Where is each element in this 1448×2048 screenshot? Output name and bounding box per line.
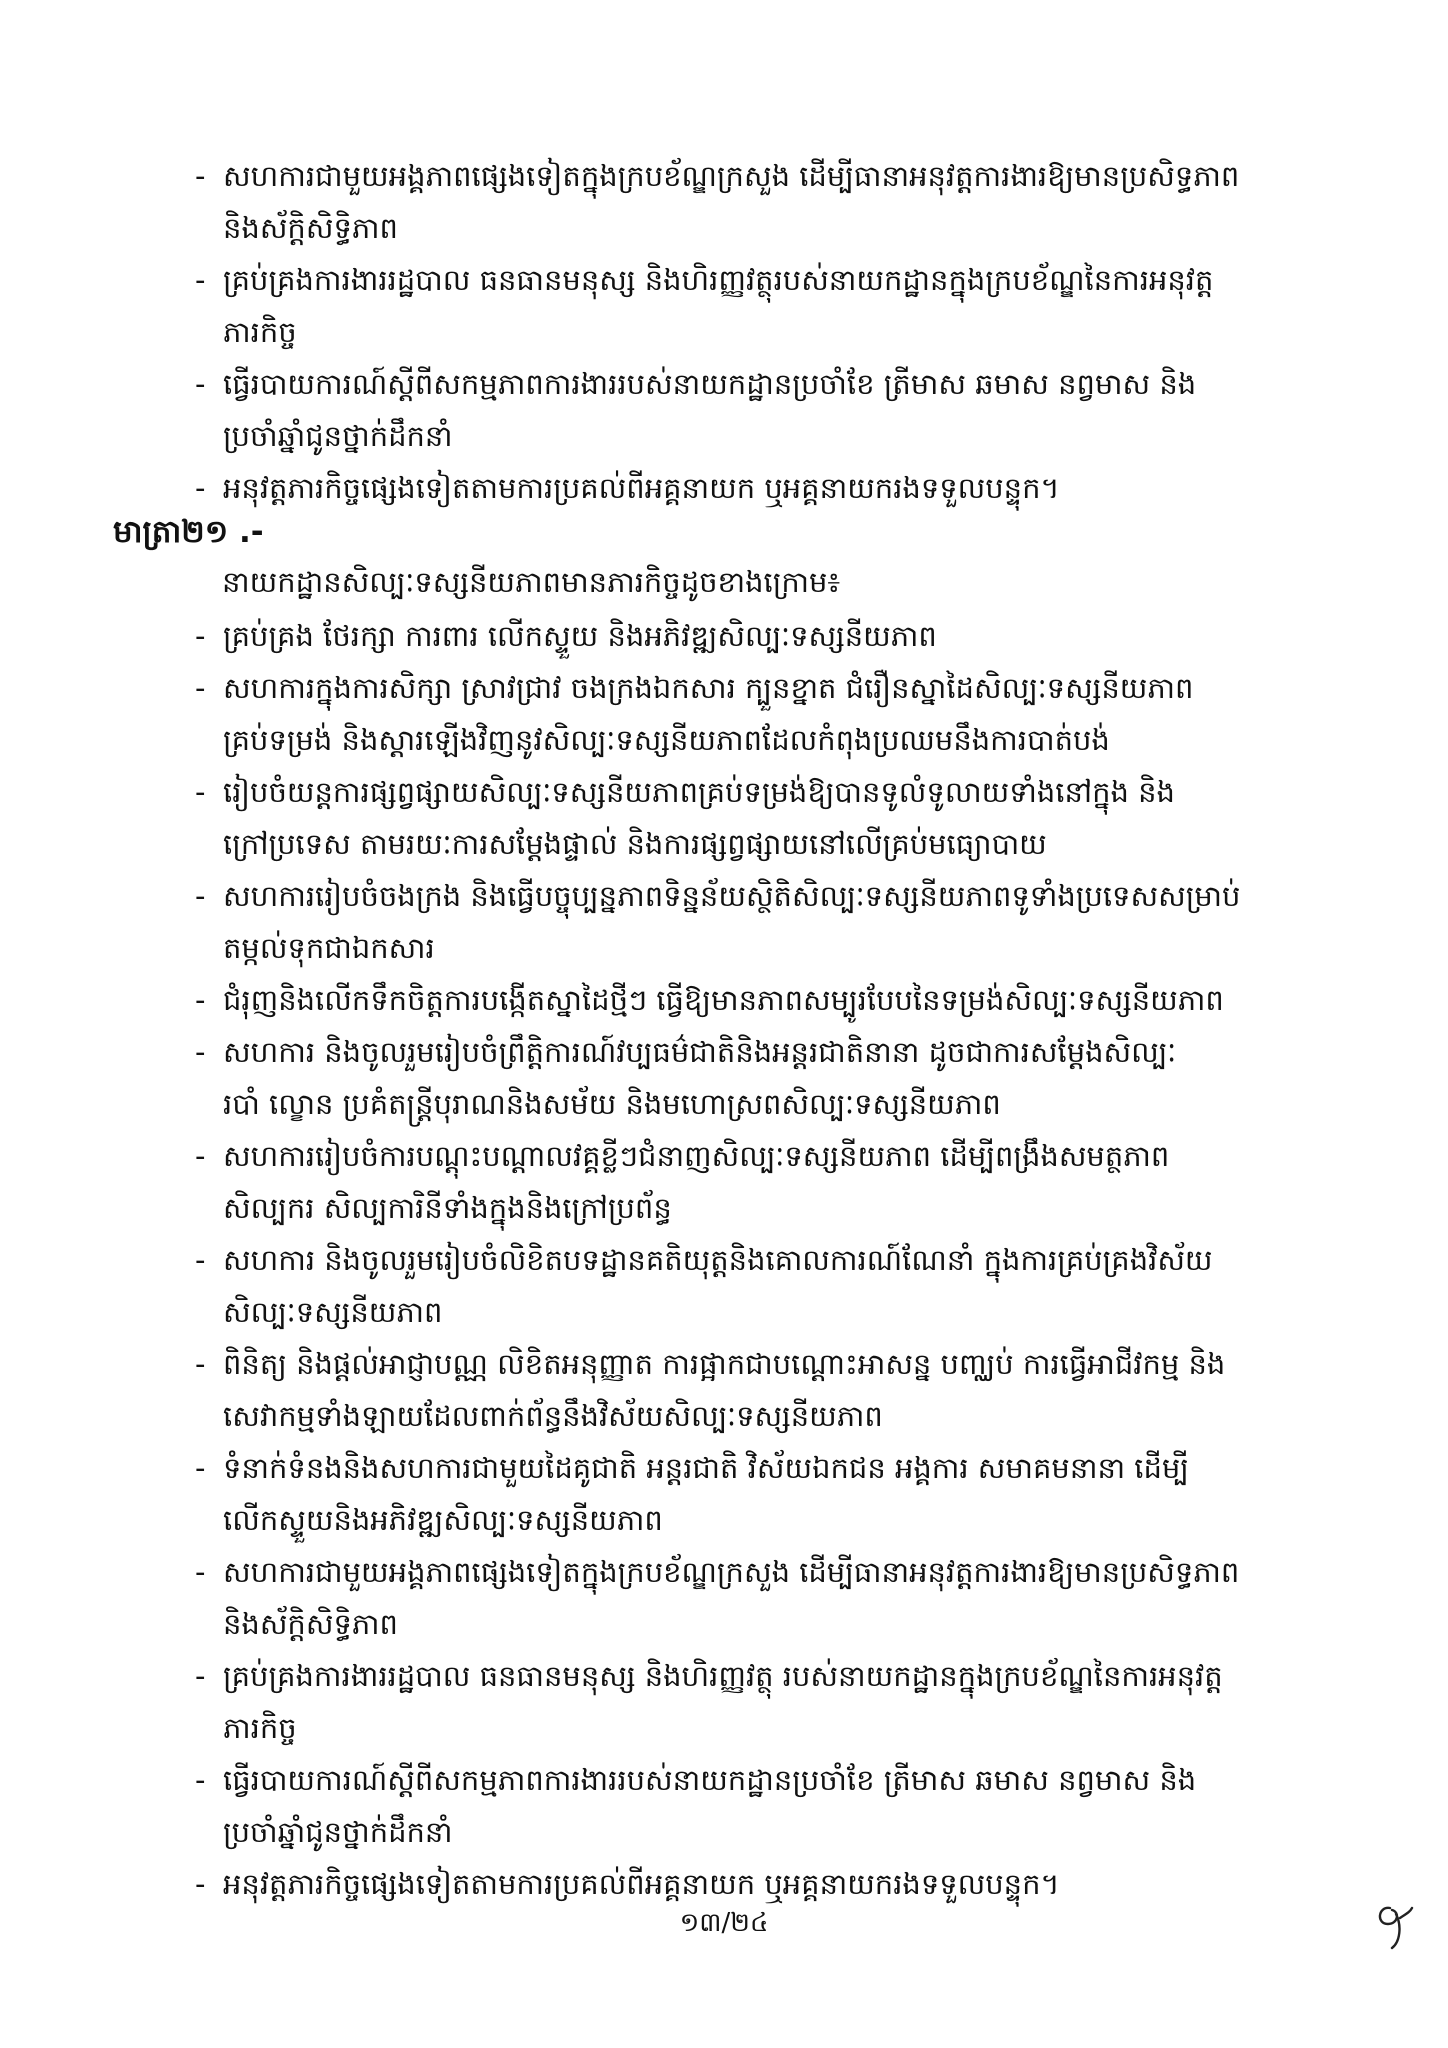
list-item-line: ពិនិត្យ និងផ្តល់អាជ្ញាបណ្ណ លិខិតអនុញ្ញាត ការផ្អាកជាបណ្តោះអាសន្ន បញ្ឈប់ ការធ្វើអាជីវកម្ម និង — [223, 1347, 1226, 1381]
bullet-dash: - — [195, 775, 206, 809]
top-bullet-list — [195, 150, 1315, 514]
list-item-line: អនុវត្តភារកិច្ចផ្សេងទៀតតាមការប្រគល់ពីអគ្គនាយក ឬអគ្គនាយករងទទួលបន្ទុក។ — [223, 471, 1060, 505]
bullet-dash: - — [195, 1763, 206, 1797]
bullet-dash: - — [195, 263, 206, 297]
bullet-dash: - — [195, 1035, 206, 1069]
list-item-line: គ្រប់គ្រងការងាររដ្ឋបាល ធនធានមនុស្ស និងហិរញ្ញវត្ថុ របស់នាយកដ្ឋានក្នុងក្របខ័ណ្ឌនៃការអនុវត្ត — [223, 1659, 1223, 1693]
list-item-line: សិល្បករ សិល្បការិនីទាំងក្នុងនិងក្រៅប្រព័ន្ធ — [223, 1191, 672, 1225]
list-item — [195, 974, 1315, 1026]
list-item-line: អនុវត្តភារកិច្ចផ្សេងទៀតតាមការប្រគល់ពីអគ្គនាយក ឬអគ្គនាយករងទទួលបន្ទុក។ — [223, 1867, 1060, 1901]
article-intro: នាយកដ្ឋានសិល្បៈទស្សនីយភាពមានភារកិច្ចដូចខាងក្រោម៖ — [222, 565, 841, 599]
bullet-dash: - — [195, 879, 206, 913]
list-item — [195, 1338, 1315, 1442]
handwritten-initials — [1360, 1894, 1420, 1954]
bullet-dash: - — [195, 671, 206, 705]
list-item — [195, 1234, 1315, 1338]
list-item-line: ក្រៅប្រទេស តាមរយៈការសម្តែងផ្ទាល់ និងការផ្សព្វផ្សាយនៅលើគ្រប់មធ្យោបាយ — [223, 827, 1047, 861]
list-item-line: និងស័ក្តិសិទ្ធិភាព — [223, 211, 398, 245]
list-item-line: និងស័ក្តិសិទ្ធិភាព — [223, 1607, 398, 1641]
list-item — [195, 766, 1315, 870]
list-item-line: ភារកិច្ច — [223, 315, 297, 349]
list-item — [195, 462, 1315, 514]
bullet-dash: - — [195, 1659, 206, 1693]
list-item-line: ធ្វើរបាយការណ៍ស្តីពីសកម្មភាពការងាររបស់នាយកដ្ឋានប្រចាំខែ ត្រីមាស ឆមាស នព្វមាស និង — [223, 1763, 1197, 1797]
list-item — [195, 1546, 1315, 1650]
list-item-line: សហការ និងចូលរួមរៀបចំលិខិតបទដ្ឋានគតិយុត្តនិងគោលការណ៍ណែនាំ ក្នុងការគ្រប់គ្រងវិស័យ — [223, 1243, 1213, 1277]
list-item — [195, 1026, 1315, 1130]
list-item — [195, 254, 1315, 358]
list-item — [195, 662, 1315, 766]
list-item-line: គ្រប់ទម្រង់ និងស្តារឡើងវិញនូវសិល្បៈទស្សនីយភាពដែលកំពុងប្រឈមនឹងការបាត់បង់ — [223, 723, 1110, 757]
list-item-line: ជំរុញនិងលើកទឹកចិត្តការបង្កើតស្នាដៃថ្មីៗ ធ្វើឱ្យមានភាពសម្បូរបែបនៃទម្រង់សិល្បៈទស្សនីយភាព — [223, 983, 1224, 1017]
list-item-line: គ្រប់គ្រង ថែរក្សា ការពារ លើកស្ទួយ និងអភិវឌ្ឍសិល្បៈទស្សនីយភាព — [223, 619, 937, 653]
bullet-dash: - — [195, 1243, 206, 1277]
list-item-line: ភារកិច្ច — [223, 1711, 297, 1745]
bullet-dash: - — [195, 1867, 206, 1901]
list-item-line: សហការរៀបចំចងក្រង និងធ្វើបច្ចុប្បន្នភាពទិន្នន័យស្ថិតិសិល្បៈទស្សនីយភាពទូទាំងប្រទេសសម្រាប់ — [223, 879, 1241, 913]
bullet-dash: - — [195, 1451, 206, 1485]
bullet-dash: - — [195, 1139, 206, 1173]
list-item-line: របាំ ល្ខោន ប្រគំតន្ត្រីបុរាណនិងសម័យ និងមហោស្រពសិល្បៈទស្សនីយភាព — [223, 1087, 1001, 1121]
list-item-line: ប្រចាំឆ្នាំជូនថ្នាក់ដឹកនាំ — [223, 1815, 453, 1849]
bullet-dash: - — [195, 983, 206, 1017]
list-item — [195, 1858, 1315, 1910]
list-item-line: លើកស្ទួយនិងអភិវឌ្ឍសិល្បៈទស្សនីយភាព — [223, 1503, 663, 1537]
list-item-line: សេវាកម្មទាំងឡាយដែលពាក់ព័ន្ធនឹងវិស័យសិល្បៈទស្សនីយភាព — [223, 1399, 883, 1433]
list-item — [195, 1754, 1315, 1858]
page-number: ១៣/២៤ — [679, 1908, 769, 1938]
duties-bullet-list — [195, 610, 1315, 1910]
list-item-line: គ្រប់គ្រងការងាររដ្ឋបាល ធនធានមនុស្ស និងហិរញ្ញវត្ថុរបស់នាយកដ្ឋានក្នុងក្របខ័ណ្ឌនៃការអនុវត្ត — [223, 263, 1214, 297]
list-item — [195, 1130, 1315, 1234]
list-item-line: សិល្បៈទស្សនីយភាព — [223, 1295, 443, 1329]
list-item — [195, 150, 1315, 254]
list-item-line: សហការក្នុងការសិក្សា ស្រាវជ្រាវ ចងក្រងឯកសារ ក្បួនខ្នាត ជំរឿនស្នាដៃសិល្បៈទស្សនីយភាព — [223, 671, 1194, 705]
bullet-dash: - — [195, 1555, 206, 1589]
bullet-dash: - — [195, 619, 206, 653]
list-item-line: សហការជាមួយអង្គភាពផ្សេងទៀតក្នុងក្របខ័ណ្ឌក្រសួង ដើម្បីធានាអនុវត្តការងារឱ្យមានប្រសិទ្ធភាព — [223, 1555, 1240, 1589]
list-item-line: ទំនាក់ទំនងនិងសហការជាមួយដៃគូជាតិ អន្តរជាតិ វិស័យឯកជន អង្គការ សមាគមនានា ដើម្បី — [223, 1451, 1189, 1485]
list-item-line: ប្រចាំឆ្នាំជូនថ្នាក់ដឹកនាំ — [223, 419, 453, 453]
list-item-line: តម្កល់ទុកជាឯកសារ — [223, 931, 435, 965]
list-item-line: សហការរៀបចំការបណ្តុះបណ្តាលវគ្គខ្លីៗជំនាញសិល្បៈទស្សនីយភាព ដើម្បីពង្រឹងសមត្ថភាព — [223, 1139, 1170, 1173]
list-item — [195, 610, 1315, 662]
list-item — [195, 1442, 1315, 1546]
list-item — [195, 358, 1315, 462]
list-item — [195, 870, 1315, 974]
list-item — [195, 1650, 1315, 1754]
bullet-dash: - — [195, 367, 206, 401]
list-item-line: សហការ និងចូលរួមរៀបចំព្រឹត្តិការណ៍វប្បធម៌ជាតិនិងអន្តរជាតិនានា ដូចជាការសម្តែងសិល្បៈ — [223, 1035, 1177, 1069]
bullet-dash: - — [195, 471, 206, 505]
list-item-line: ធ្វើរបាយការណ៍ស្តីពីសកម្មភាពការងាររបស់នាយកដ្ឋានប្រចាំខែ ត្រីមាស ឆមាស នព្វមាស និង — [223, 367, 1197, 401]
bullet-dash: - — [195, 1347, 206, 1381]
article-heading: មាត្រា២១ .- — [113, 514, 264, 550]
list-item-line: សហការជាមួយអង្គភាពផ្សេងទៀតក្នុងក្របខ័ណ្ឌក្រសួង ដើម្បីធានាអនុវត្តការងារឱ្យមានប្រសិទ្ធភាព — [223, 159, 1240, 193]
bullet-dash: - — [195, 159, 206, 193]
list-item-line: រៀបចំយន្តការផ្សព្វផ្សាយសិល្បៈទស្សនីយភាពគ្រប់ទម្រង់ឱ្យបានទូលំទូលាយទាំងនៅក្នុង និង — [223, 775, 1175, 809]
